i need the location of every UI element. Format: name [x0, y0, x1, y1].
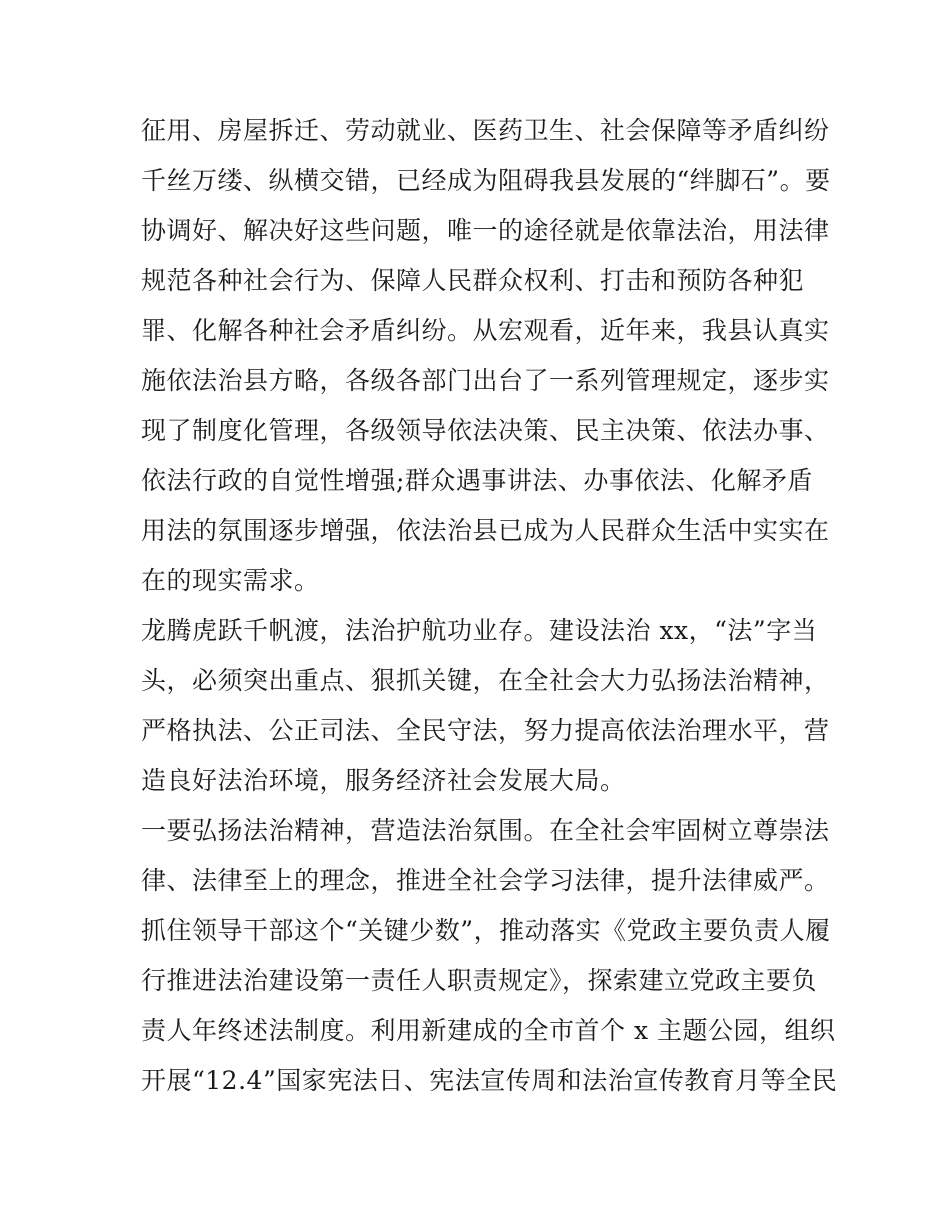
text-line: 征用、房屋拆迁、劳动就业、医药卫生、社会保障等矛盾纠纷 [141, 116, 830, 145]
text-line: 头，必须突出重点、狠抓关键，在全社会大力弘扬法治精神， [141, 666, 830, 695]
text-line: 抓住领导干部这个“关键少数”，推动落实《党政主要负责人履 [141, 916, 831, 945]
text-line: 规范各种社会行为、保障人民群众权利、打击和预防各种犯 [141, 266, 805, 295]
text-line: 责人年终述法制度。利用新建成的全市首个 x 主题公园，组织 [141, 1016, 836, 1045]
text-line: 一要弘扬法治精神，营造法治氛围。在全社会牢固树立尊崇法 [141, 816, 830, 845]
document-body [141, 106, 841, 1106]
text-line: 在的现实需求。 [141, 566, 320, 595]
text-line: 严格执法、公正司法、全民守法，努力提高依法治理水平，营 [141, 716, 830, 745]
text-line: 律、法律至上的理念，推进全社会学习法律，提升法律威严。 [141, 866, 830, 895]
text-line: 用法的氛围逐步增强，依法治县已成为人民群众生活中实实在 [141, 516, 830, 545]
text-line: 依法行政的自觉性增强;群众遇事讲法、办事依法、化解矛盾 [141, 466, 813, 495]
text-line: 施依法治县方略，各级各部门出台了一系列管理规定，逐步实 [141, 366, 830, 395]
text-line: 龙腾虎跃千帆渡，法治护航功业存。建设法治 xx，“法”字当 [141, 616, 818, 645]
text-line: 协调好、解决好这些问题，唯一的途径就是依靠法治，用法律 [141, 216, 830, 245]
text-line: 造良好法治环境，服务经济社会发展大局。 [141, 766, 626, 795]
text-line: 开展“12.4”国家宪法日、宪法宣传周和法治宣传教育月等全民 [141, 1066, 838, 1095]
text-line: 行推进法治建设第一责任人职责规定》，探索建立党政主要负 [141, 966, 818, 995]
text-line: 现了制度化管理，各级领导依法决策、民主决策、依法办事、 [141, 416, 830, 445]
text-line: 千丝万缕、纵横交错，已经成为阻碍我县发展的“绊脚石”。要 [141, 166, 831, 195]
text-line: 罪、化解各种社会矛盾纠纷。从宏观看，近年来，我县认真实 [141, 316, 830, 345]
